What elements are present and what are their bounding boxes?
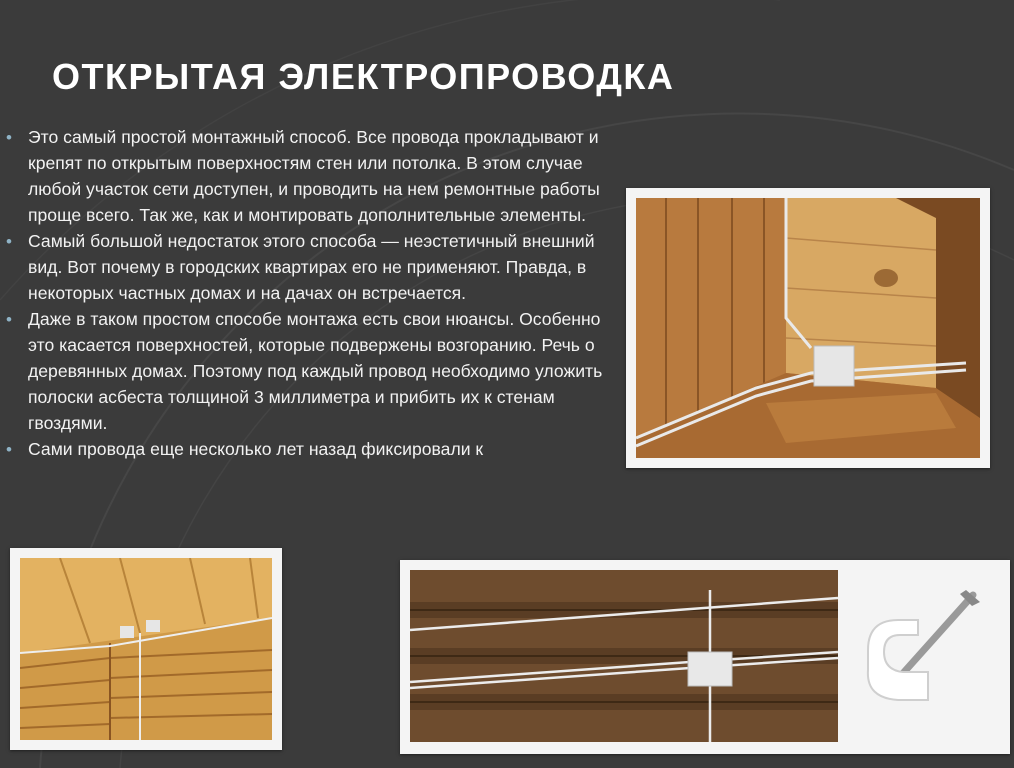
photo-log-attic-image bbox=[20, 558, 272, 740]
slide-title: ОТКРЫТАЯ ЭЛЕКТРОПРОВОДКА bbox=[52, 56, 675, 97]
bullet-item: • Самый большой недостаток этого способа — неэстетичный внешний вид. Вот почему в городских квартирах его не применяют. Правда, в некоторых частных домах и на дачах он встречается. bbox=[6, 231, 595, 303]
bullet-item: • Даже в таком простом способе монтажа есть свои нюансы. Особенно это касается поверхностей, которые подвержены возгоранию. Речь о деревянных домах. Поэтому под каждый провод необходимо уложить полоски асбеста толщиной 3 миллиметра и прибить их к стенам гвоздями. bbox=[6, 309, 603, 433]
photo-log-wall-clip bbox=[400, 560, 1010, 754]
photo-wooden-corner-image bbox=[636, 198, 980, 458]
bullet-icon: • bbox=[6, 310, 12, 329]
photo-wooden-corner bbox=[626, 188, 990, 468]
bullet-icon: • bbox=[6, 440, 12, 459]
bullet-list bbox=[6, 124, 618, 462]
bullet-icon: • bbox=[6, 128, 12, 147]
cable-clip-icon bbox=[848, 580, 988, 730]
photo-log-attic bbox=[10, 548, 282, 750]
bullet-item: • Это самый простой монтажный способ. Все провода прокладывают и крепят по открытым поверхностям стен или потолка. В этом случае любой участок сети доступен, и проводить на нем ремонтные работы проще всего. Так же, как и монтировать дополнительные элементы. bbox=[6, 127, 600, 225]
bullet-icon: • bbox=[6, 232, 12, 251]
photo-log-wall-image bbox=[410, 570, 838, 742]
bullet-item: • Сами провода еще несколько лет назад фиксировали к bbox=[6, 436, 618, 462]
